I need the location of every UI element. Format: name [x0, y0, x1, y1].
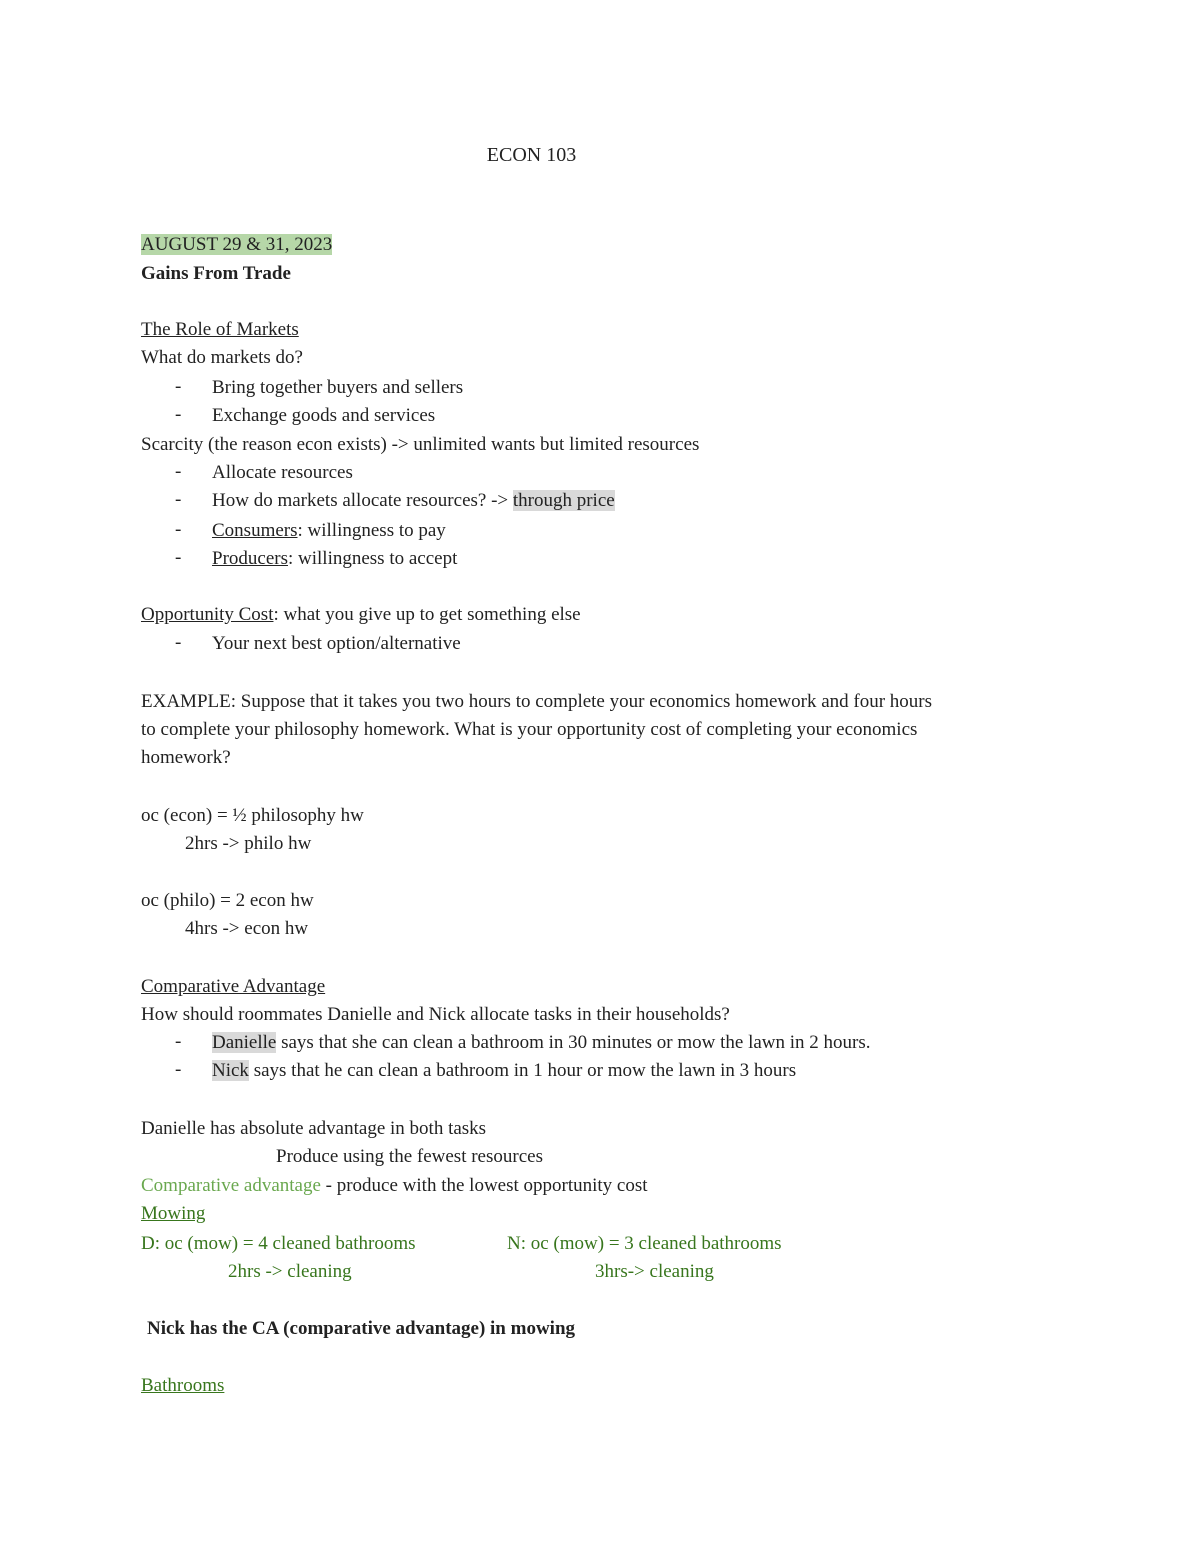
- nick-oc: N: oc (mow) = 3 cleaned bathrooms: [507, 1233, 782, 1254]
- oc-definition: [141, 603, 581, 627]
- oc-philo: oc (philo) = 2 econ hw: [141, 890, 314, 911]
- example-line-2: to complete your philosophy homework. What is your opportunity cost of completing your economics: [141, 719, 918, 740]
- nick-highlight: Nick: [212, 1060, 249, 1081]
- bullet-text: Your next best option/alternative: [212, 633, 461, 654]
- bullet-dash: -: [175, 1059, 182, 1080]
- role-heading: The Role of Markets: [141, 319, 299, 340]
- nick-text: says that he can clean a bathroom in 1 hour or mow the lawn in 3 hours: [248, 1060, 797, 1081]
- bullet-text: Allocate resources: [212, 462, 353, 483]
- bullet-dash: -: [175, 632, 182, 653]
- bullet-dash: -: [175, 547, 182, 568]
- bullet-dash: -: [175, 489, 182, 510]
- section-heading: Gains From Trade: [141, 263, 291, 284]
- example-line-1: EXAMPLE: Suppose that it takes you two hours to complete your economics homework and four hours: [141, 691, 933, 712]
- danielle-oc: D: oc (mow) = 4 cleaned bathrooms: [141, 1233, 416, 1254]
- scarcity-line: Scarcity (the reason econ exists) -> unlimited wants but limited resources: [141, 434, 700, 455]
- bullet-text: [212, 1031, 871, 1055]
- bathrooms-heading: Bathrooms: [141, 1375, 225, 1396]
- bullet-text: [212, 547, 457, 571]
- oc-econ-sub: 2hrs -> philo hw: [185, 833, 312, 854]
- ca-question: How should roommates Danielle and Nick allocate tasks in their households?: [141, 1004, 730, 1025]
- bullet-dash: -: [175, 376, 182, 397]
- danielle-text: says that she can clean a bathroom in 30 minutes or mow the lawn in 2 hours.: [276, 1032, 871, 1053]
- ca-term: Comparative advantage: [141, 1175, 321, 1196]
- consumers-term: Consumers: [212, 520, 298, 541]
- producers-def: : willingness to accept: [287, 548, 458, 569]
- ca-heading: Comparative Advantage: [141, 976, 326, 997]
- consumers-def: : willingness to pay: [297, 520, 446, 541]
- bullet-text: Exchange goods and services: [212, 405, 436, 426]
- price-highlight: through price: [512, 490, 615, 511]
- date-line: [141, 233, 332, 257]
- oc-econ: oc (econ) = ½ philosophy hw: [141, 805, 364, 826]
- ca-definition: [141, 1174, 648, 1198]
- absolute-definition: Produce using the fewest resources: [276, 1146, 543, 1167]
- producers-term: Producers: [212, 548, 288, 569]
- date-highlight: AUGUST 29 & 31, 2023: [141, 234, 333, 255]
- bullet-dash: -: [175, 461, 182, 482]
- bullet-text: [212, 1059, 796, 1083]
- how-text: How do markets allocate resources? ->: [212, 490, 513, 511]
- ca-def: - produce with the lowest opportunity cost: [320, 1175, 648, 1196]
- bullet-text: Bring together buyers and sellers: [212, 377, 464, 398]
- bullet-dash: -: [175, 404, 182, 425]
- page-title: ECON 103: [486, 144, 577, 166]
- danielle-oc-sub: 2hrs -> cleaning: [228, 1261, 352, 1282]
- example-line-3: homework?: [141, 747, 231, 768]
- danielle-highlight: Danielle: [212, 1032, 277, 1053]
- absolute-advantage: Danielle has absolute advantage in both tasks: [141, 1118, 487, 1139]
- mowing-heading: Mowing: [141, 1203, 206, 1224]
- oc-philo-sub: 4hrs -> econ hw: [185, 918, 309, 939]
- bullet-text: [212, 489, 615, 513]
- bullet-dash: -: [175, 519, 182, 540]
- nick-oc-sub: 3hrs-> cleaning: [595, 1261, 714, 1282]
- oc-def: : what you give up to get something else: [273, 604, 581, 625]
- nick-ca-statement: Nick has the CA (comparative advantage) in mowing: [147, 1318, 576, 1339]
- bullet-text: [212, 519, 446, 543]
- oc-term: Opportunity Cost: [141, 604, 274, 625]
- markets-question: What do markets do?: [141, 347, 303, 368]
- bullet-dash: -: [175, 1031, 182, 1052]
